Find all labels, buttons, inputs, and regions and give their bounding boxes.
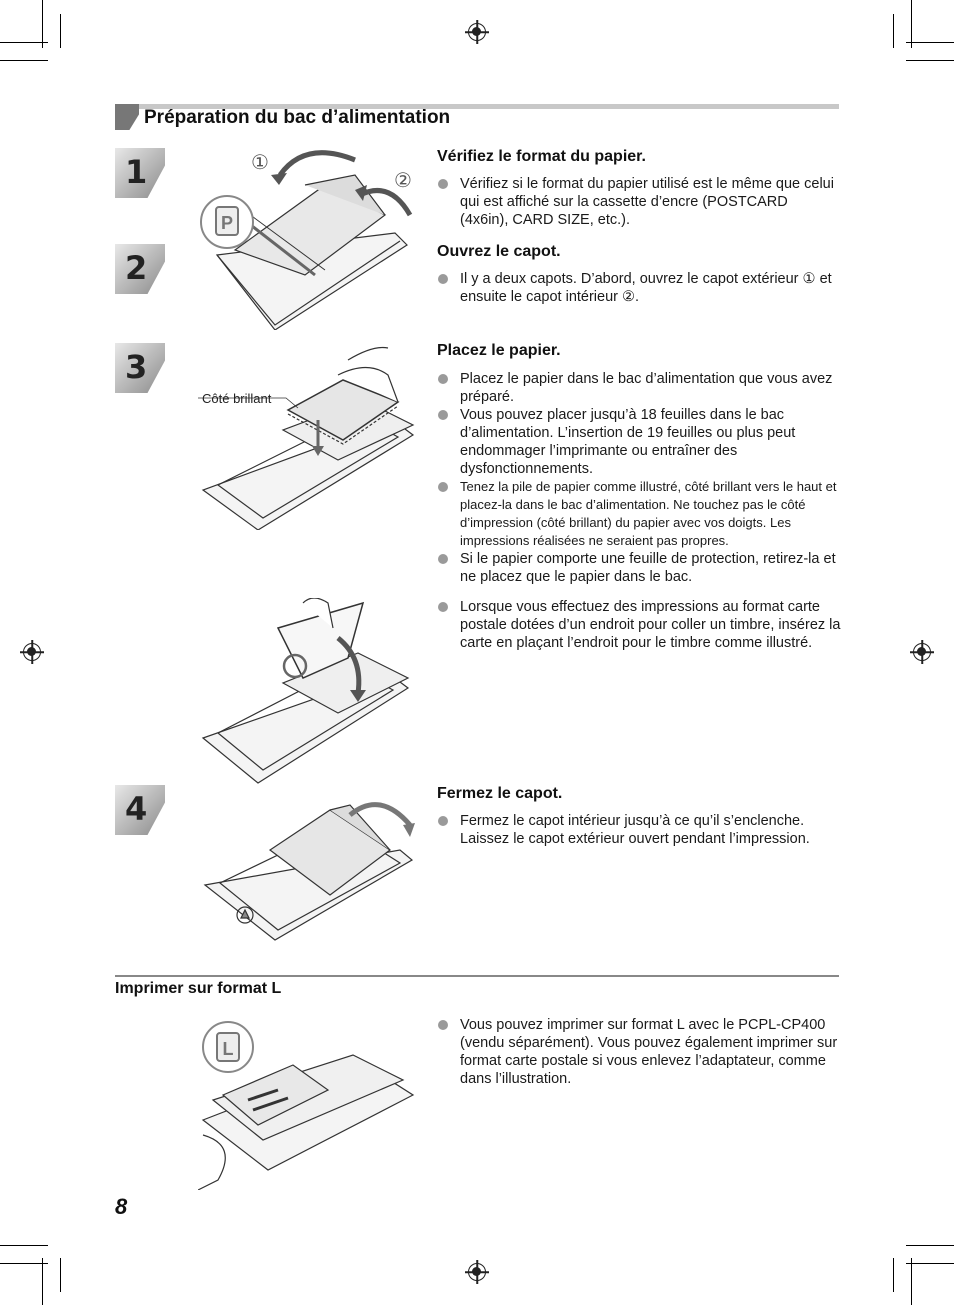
- close-cover-illustration: [200, 795, 415, 945]
- crop-mark: [906, 1245, 954, 1246]
- list-item: Placez le papier dans le bac d’alimentation que vous avez préparé.: [437, 370, 839, 406]
- step-4-badge: 4: [115, 785, 165, 835]
- crop-mark: [0, 1263, 48, 1264]
- step-3-badge: 3: [115, 343, 165, 393]
- crop-mark: [906, 1263, 954, 1264]
- step-3-heading: Placez le papier.: [437, 342, 561, 359]
- list-item: Vérifiez si le format du papier utilisé est le même que celui qui est affiché sur la cassette d’encre (POSTCARD (4x6in), CARD SIZE, etc.).: [437, 175, 839, 229]
- badge-p-label: P: [220, 213, 234, 233]
- list-item: Vous pouvez placer jusqu’à 18 feuilles dans le bac d’alimentation. L’insertion de 19 feuilles ou plus peut endommager l’imprimante ou entraîner des dysfonctionnements.: [437, 406, 839, 478]
- registration-mark: [468, 23, 486, 41]
- cover-label-1: ①: [251, 150, 269, 174]
- crop-mark: [893, 1258, 894, 1292]
- step-2-badge: 2: [115, 244, 165, 294]
- paper-tray-open-covers-illustration: [195, 145, 420, 330]
- list-item: Si le papier comporte une feuille de protection, retirez-la et ne placez que le papier dans le bac.: [437, 550, 839, 586]
- place-paper-illustration: [198, 340, 418, 530]
- list-item: Fermez le capot intérieur jusqu’à ce qu’il s’enclenche. Laissez le capot extérieur ouvert pendant l’impression.: [437, 812, 837, 848]
- section-tab: [115, 104, 139, 130]
- step-2-bullets: [437, 270, 837, 306]
- registration-mark: [913, 643, 931, 661]
- registration-mark: [23, 643, 41, 661]
- cover-label-2: ②: [394, 168, 412, 192]
- badge-l-label: L: [222, 1039, 234, 1059]
- list-item: Lorsque vous effectuez des impressions au format carte postale dotées d’un endroit pour coller un timbre, insérez la carte en plaçant l’endroit pour le timbre comme illustré.: [437, 598, 842, 652]
- subsection-rule: [115, 975, 839, 977]
- step-4-bullets: [437, 812, 837, 848]
- crop-mark: [0, 1245, 48, 1246]
- postcard-stamp-illustration: [198, 598, 413, 788]
- registration-mark: [468, 1263, 486, 1281]
- list-item: Vous pouvez imprimer sur format L avec le PCPL-CP400 (vendu séparément). Vous pouvez également imprimer sur format carte postale si vous enlevez l’adaptateur, comme dans l’illustration.: [437, 1016, 839, 1088]
- crop-mark: [893, 14, 894, 48]
- step-1-heading: Vérifiez le format du papier.: [437, 148, 646, 165]
- l-format-tray-illustration: [198, 1015, 418, 1190]
- crop-mark: [60, 14, 61, 48]
- step-3-extra-bullets: [437, 598, 842, 652]
- step-1-badge: 1: [115, 148, 165, 198]
- crop-mark: [42, 1258, 43, 1305]
- section-title: Préparation du bac d’alimentation: [144, 107, 451, 128]
- page-number: 8: [115, 1194, 128, 1219]
- step-3-bullets: [437, 370, 839, 586]
- crop-mark: [0, 60, 48, 61]
- glossy-side-callout: Côté brillant: [202, 391, 272, 406]
- list-item: Tenez la pile de papier comme illustré, côté brillant vers le haut et placez-la dans le bac d’alimentation. Ne touchez pas le côté d’impression (côté brillant) du papier avec vos doigts. Les impressions réalisées ne seraient pas propres.: [437, 478, 839, 550]
- list-item: Il y a deux capots. D’abord, ouvrez le capot extérieur ① et ensuite le capot intérieur ②.: [437, 270, 837, 306]
- crop-mark: [911, 0, 912, 48]
- crop-mark: [60, 1258, 61, 1292]
- subsection-title: Imprimer sur format L: [115, 980, 282, 997]
- crop-mark: [906, 42, 954, 43]
- crop-mark: [911, 1258, 912, 1305]
- crop-mark: [0, 42, 48, 43]
- step-4-heading: Fermez le capot.: [437, 785, 563, 802]
- crop-mark: [906, 60, 954, 61]
- step-1-bullets: [437, 175, 839, 229]
- crop-mark: [42, 0, 43, 48]
- subsection-bullets: [437, 1016, 839, 1088]
- step-2-heading: Ouvrez le capot.: [437, 243, 561, 260]
